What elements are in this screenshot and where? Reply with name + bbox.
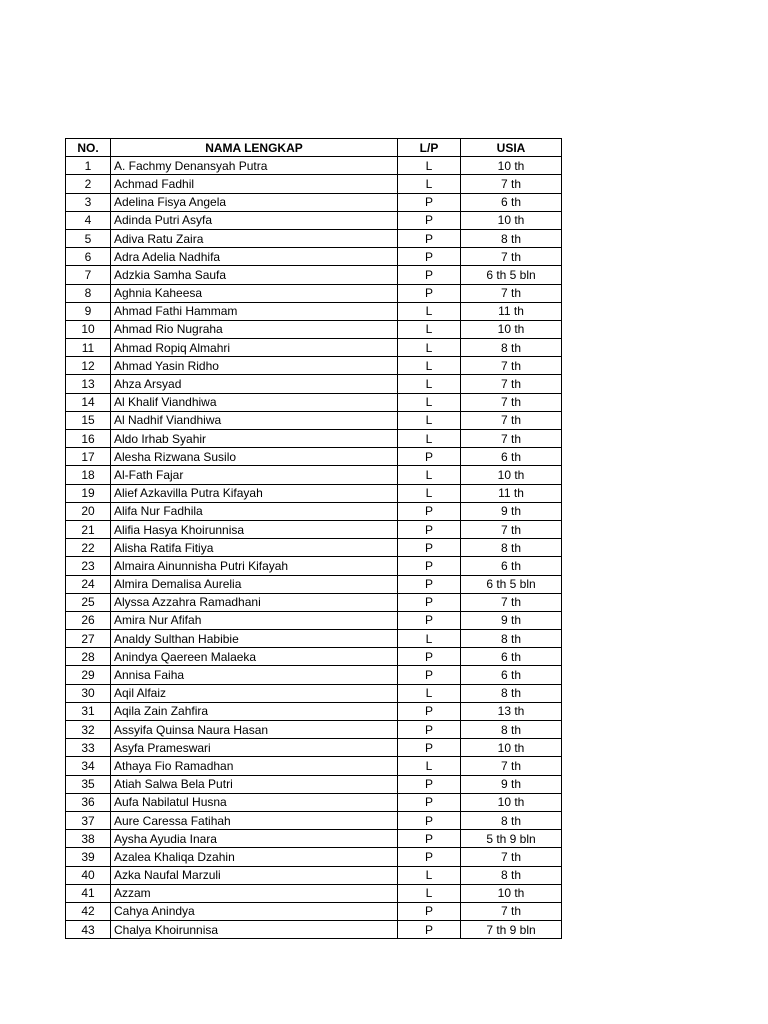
table-row [66,739,562,757]
age: 8 th [461,539,562,557]
gender: L [398,866,461,884]
row-number: 41 [66,884,111,902]
table-row [66,757,562,775]
table-row [66,284,562,302]
age: 8 th [461,866,562,884]
gender: P [398,211,461,229]
age: 6 th 5 bln [461,575,562,593]
row-number: 16 [66,430,111,448]
age: 8 th [461,229,562,247]
age: 7 th [461,757,562,775]
gender: L [398,357,461,375]
table-row [66,248,562,266]
student-name: Alifia Hasya Khoirunnisa [111,520,398,538]
table-row [66,575,562,593]
age: 5 th 9 bln [461,830,562,848]
gender: P [398,284,461,302]
student-name: Alesha Rizwana Susilo [111,448,398,466]
table-row [66,502,562,520]
gender: P [398,557,461,575]
age: 7 th [461,284,562,302]
student-name: Almira Demalisa Aurelia [111,575,398,593]
table-row [66,157,562,175]
gender: L [398,466,461,484]
age: 8 th [461,811,562,829]
student-name: Amira Nur Afifah [111,611,398,629]
student-name: Aufa Nabilatul Husna [111,793,398,811]
gender: P [398,193,461,211]
table-row [66,593,562,611]
row-number: 18 [66,466,111,484]
row-number: 8 [66,284,111,302]
gender: P [398,739,461,757]
gender: P [398,902,461,920]
gender: P [398,502,461,520]
row-number: 2 [66,175,111,193]
table-row [66,175,562,193]
row-number: 1 [66,157,111,175]
row-number: 43 [66,921,111,939]
age: 9 th [461,775,562,793]
row-number: 19 [66,484,111,502]
student-name: Ahza Arsyad [111,375,398,393]
row-number: 7 [66,266,111,284]
table-row [66,539,562,557]
age: 10 th [461,739,562,757]
table-row [66,302,562,320]
table-row [66,339,562,357]
student-name: Alifa Nur Fadhila [111,502,398,520]
gender: L [398,630,461,648]
row-number: 27 [66,630,111,648]
gender: P [398,539,461,557]
age: 8 th [461,630,562,648]
student-name: Ahmad Fathi Hammam [111,302,398,320]
row-number: 37 [66,811,111,829]
table-row [66,484,562,502]
header-name: NAMA LENGKAP [111,139,398,157]
gender: P [398,266,461,284]
table-row [66,557,562,575]
gender: P [398,830,461,848]
table-row [66,211,562,229]
student-name: Athaya Fio Ramadhan [111,757,398,775]
age: 10 th [461,320,562,338]
header-gender: L/P [398,139,461,157]
gender: L [398,375,461,393]
row-number: 32 [66,721,111,739]
age: 7 th 9 bln [461,921,562,939]
gender: L [398,339,461,357]
age: 9 th [461,611,562,629]
table-row [66,393,562,411]
age: 6 th 5 bln [461,266,562,284]
gender: P [398,520,461,538]
row-number: 9 [66,302,111,320]
gender: P [398,448,461,466]
table-row [66,666,562,684]
age: 6 th [461,666,562,684]
row-number: 24 [66,575,111,593]
age: 10 th [461,157,562,175]
gender: P [398,648,461,666]
student-name: Chalya Khoirunnisa [111,921,398,939]
row-number: 4 [66,211,111,229]
student-name: Cahya Anindya [111,902,398,920]
row-number: 10 [66,320,111,338]
student-name: Adra Adelia Nadhifa [111,248,398,266]
row-number: 6 [66,248,111,266]
row-number: 12 [66,357,111,375]
table-row [66,921,562,939]
table-header [66,139,562,157]
student-name: Adelina Fisya Angela [111,193,398,211]
table-body [66,157,562,939]
gender: L [398,684,461,702]
student-name: Almaira Ainunnisha Putri Kifayah [111,557,398,575]
age: 10 th [461,793,562,811]
row-number: 38 [66,830,111,848]
age: 7 th [461,357,562,375]
table-row [66,430,562,448]
student-name: Ahmad Rio Nugraha [111,320,398,338]
row-number: 36 [66,793,111,811]
row-number: 21 [66,520,111,538]
table-row [66,630,562,648]
age: 6 th [461,193,562,211]
gender: L [398,484,461,502]
student-name: Aysha Ayudia Inara [111,830,398,848]
table-row [66,193,562,211]
row-number: 33 [66,739,111,757]
row-number: 22 [66,539,111,557]
student-name: Asyfa Prameswari [111,739,398,757]
table-row [66,466,562,484]
student-name: Ahmad Ropiq Almahri [111,339,398,357]
row-number: 31 [66,702,111,720]
student-name: Aldo Irhab Syahir [111,430,398,448]
row-number: 23 [66,557,111,575]
student-name: Adzkia Samha Saufa [111,266,398,284]
table-row [66,411,562,429]
age: 8 th [461,684,562,702]
row-number: 17 [66,448,111,466]
gender: L [398,320,461,338]
gender: P [398,593,461,611]
age: 9 th [461,502,562,520]
table-row [66,229,562,247]
table-row [66,357,562,375]
age: 7 th [461,520,562,538]
student-name: Analdy Sulthan Habibie [111,630,398,648]
table-row [66,902,562,920]
age: 6 th [461,648,562,666]
table-row [66,721,562,739]
gender: P [398,811,461,829]
age: 10 th [461,466,562,484]
table-row [66,320,562,338]
gender: P [398,611,461,629]
student-name: Azzam [111,884,398,902]
table-row [66,830,562,848]
row-number: 28 [66,648,111,666]
student-name: Atiah Salwa Bela Putri [111,775,398,793]
row-number: 40 [66,866,111,884]
age: 11 th [461,484,562,502]
age: 7 th [461,175,562,193]
age: 7 th [461,848,562,866]
student-name: Al Nadhif Viandhiwa [111,411,398,429]
row-number: 39 [66,848,111,866]
row-number: 15 [66,411,111,429]
student-name: Adinda Putri Asyfa [111,211,398,229]
table-row [66,848,562,866]
student-name: Alief Azkavilla Putra Kifayah [111,484,398,502]
student-name: Aqil Alfaiz [111,684,398,702]
table-row [66,884,562,902]
age: 7 th [461,411,562,429]
age: 7 th [461,248,562,266]
table-row [66,611,562,629]
student-table [65,138,562,939]
table-row [66,520,562,538]
gender: L [398,175,461,193]
age: 7 th [461,430,562,448]
age: 8 th [461,721,562,739]
age: 6 th [461,448,562,466]
table-row [66,375,562,393]
age: 10 th [461,211,562,229]
row-number: 13 [66,375,111,393]
gender: P [398,793,461,811]
header-row [66,139,562,157]
gender: P [398,666,461,684]
row-number: 5 [66,229,111,247]
age: 7 th [461,393,562,411]
gender: P [398,575,461,593]
student-name: Aghnia Kaheesa [111,284,398,302]
table-row [66,266,562,284]
table-row [66,702,562,720]
age: 7 th [461,902,562,920]
student-name: Alyssa Azzahra Ramadhani [111,593,398,611]
student-name: Achmad Fadhil [111,175,398,193]
table-row [66,866,562,884]
age: 8 th [461,339,562,357]
student-name: Ahmad Yasin Ridho [111,357,398,375]
student-name: Azalea Khaliqa Dzahin [111,848,398,866]
age: 7 th [461,593,562,611]
row-number: 42 [66,902,111,920]
gender: P [398,721,461,739]
gender: P [398,848,461,866]
student-name: Aqila Zain Zahfira [111,702,398,720]
row-number: 30 [66,684,111,702]
student-name: Al Khalif Viandhiwa [111,393,398,411]
header-age: USIA [461,139,562,157]
student-name: Adiva Ratu Zaira [111,229,398,247]
student-name: Azka Naufal Marzuli [111,866,398,884]
student-name: A. Fachmy Denansyah Putra [111,157,398,175]
row-number: 11 [66,339,111,357]
student-name: Al-Fath Fajar [111,466,398,484]
table-row [66,448,562,466]
row-number: 29 [66,666,111,684]
age: 11 th [461,302,562,320]
row-number: 35 [66,775,111,793]
gender: L [398,430,461,448]
age: 7 th [461,375,562,393]
row-number: 34 [66,757,111,775]
student-name: Assyifa Quinsa Naura Hasan [111,721,398,739]
table-row [66,648,562,666]
gender: L [398,411,461,429]
row-number: 20 [66,502,111,520]
gender: P [398,775,461,793]
student-name: Aure Caressa Fatihah [111,811,398,829]
header-no: NO. [66,139,111,157]
age: 13 th [461,702,562,720]
student-name: Anindya Qaereen Malaeka [111,648,398,666]
table-row [66,684,562,702]
gender: L [398,884,461,902]
row-number: 14 [66,393,111,411]
gender: L [398,757,461,775]
student-name: Annisa Faiha [111,666,398,684]
table-row [66,793,562,811]
row-number: 26 [66,611,111,629]
age: 6 th [461,557,562,575]
row-number: 25 [66,593,111,611]
gender: L [398,393,461,411]
row-number: 3 [66,193,111,211]
gender: L [398,302,461,320]
gender: L [398,157,461,175]
gender: P [398,229,461,247]
gender: P [398,702,461,720]
student-name: Alisha Ratifa Fitiya [111,539,398,557]
gender: P [398,248,461,266]
table-row [66,811,562,829]
table-row [66,775,562,793]
gender: P [398,921,461,939]
age: 10 th [461,884,562,902]
